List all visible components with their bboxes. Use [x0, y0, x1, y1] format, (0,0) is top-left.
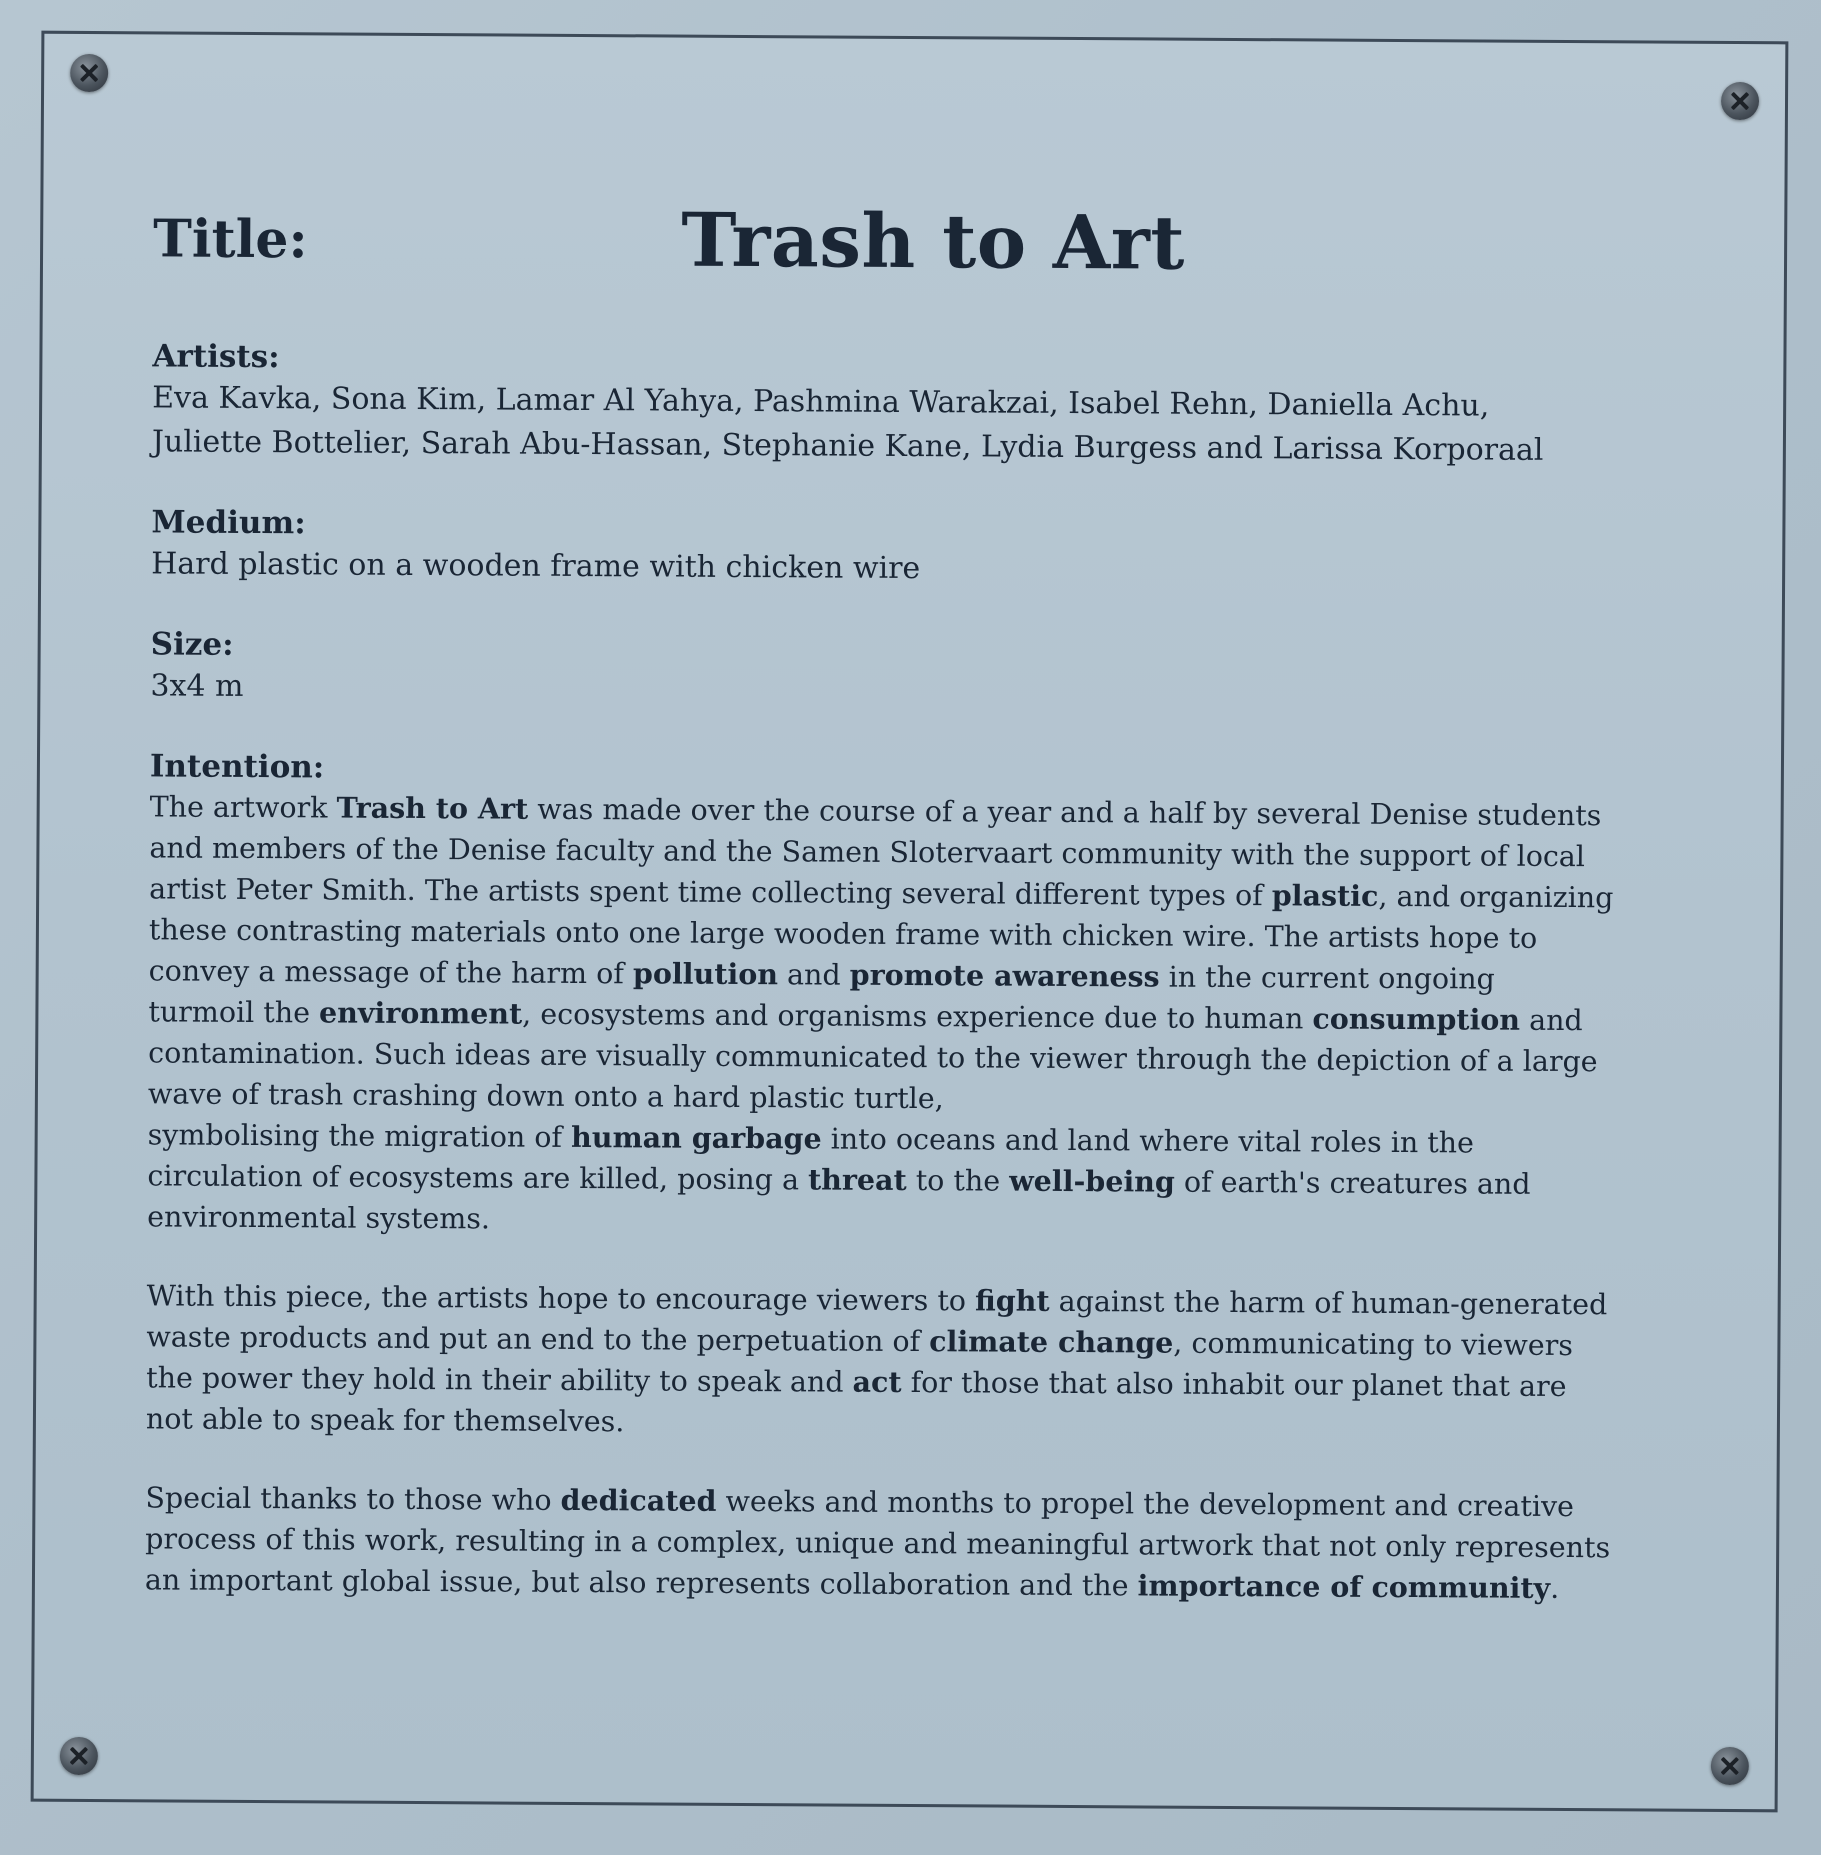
body-text: for those that also inhabit our planet that are [901, 1365, 1567, 1404]
artists-line: Juliette Bottelier, Sarah Abu-Hassan, Stephanie Kane, Lydia Burgess and Larissa Korporaal [151, 424, 1544, 468]
emphasis-text: Trash to Art [336, 790, 529, 826]
body-text: With this piece, the artists hope to encourage viewers to [146, 1279, 976, 1318]
screw-icon [60, 1737, 98, 1775]
title-label: Title: [152, 208, 308, 271]
intention-text [145, 786, 1710, 1610]
emphasis-text: pollution [632, 956, 779, 992]
emphasis-text: act [852, 1364, 902, 1399]
body-text: circulation of ecosystems are killed, posing a [147, 1159, 809, 1197]
medium-section [151, 502, 1711, 596]
artists-line: Eva Kavka, Sona Kim, Lamar Al Yahya, Pashmina Warakzai, Isabel Rehn, Daniella Achu, [152, 380, 1490, 424]
body-text: into oceans and land where vital roles in the [821, 1122, 1475, 1160]
body-text: waste products and put an end to the perpetuation of [146, 1320, 930, 1359]
screw-icon [1721, 82, 1759, 120]
body-text: weeks and months to propel the development and creative [716, 1484, 1575, 1524]
body-text: of earth's creatures and [1174, 1165, 1531, 1201]
intention-line [145, 1559, 1705, 1610]
intention-label: Intention: [149, 748, 325, 786]
body-text: symbolising the migration of [147, 1118, 572, 1154]
body-text: the power they hold in their ability to speak and [146, 1361, 853, 1399]
body-text: in the current ongoing [1159, 960, 1495, 996]
body-text: not able to speak for themselves. [145, 1402, 625, 1439]
size-value: 3x4 m [150, 668, 244, 704]
emphasis-text: human garbage [571, 1119, 822, 1156]
body-text: turmoil the [148, 995, 320, 1030]
size-label: Size: [150, 626, 234, 663]
body-text: and [1519, 1003, 1583, 1038]
emphasis-text: climate change [929, 1324, 1174, 1360]
emphasis-text: fight [974, 1283, 1050, 1318]
title-row [153, 194, 1714, 294]
body-text: and members of the Denise faculty and the Samen Slotervaart community with the support of local [149, 831, 1586, 874]
body-text: artist Peter Smith. The artists spent time collecting several different types of [149, 872, 1272, 913]
emphasis-text: environment [318, 995, 523, 1031]
intention-section [145, 746, 1710, 1610]
size-section [150, 624, 1710, 718]
emphasis-text: consumption [1312, 1001, 1521, 1037]
body-text: an important global issue, but also represents collaboration and the [144, 1563, 1138, 1603]
body-text: , communicating to viewers [1173, 1326, 1574, 1363]
screw-icon [70, 54, 108, 92]
body-text: wave of trash crashing down onto a hard plastic turtle, [147, 1077, 944, 1116]
artists-section [152, 336, 1713, 474]
emphasis-text: dedicated [560, 1482, 717, 1518]
artists-list [152, 376, 1713, 474]
emphasis-text: plastic [1271, 878, 1379, 913]
body-text: contamination. Such ideas are visually communicated to the viewer through the depiction of a large [148, 1036, 1598, 1079]
body-text: convey a message of the harm of [148, 954, 634, 991]
artwork-title: Trash to Art [681, 197, 1186, 287]
emphasis-text: importance of community [1137, 1568, 1551, 1605]
body-text: process of this work, resulting in a complex, unique and meaningful artwork that not only represents [145, 1522, 1611, 1565]
emphasis-text: promote awareness [849, 957, 1160, 994]
body-text: against the harm of human-generated [1049, 1284, 1608, 1322]
intention-paragraph-3 [145, 1477, 1706, 1610]
body-text: The artwork [149, 790, 337, 825]
body-text: to the [906, 1163, 1010, 1198]
intention-paragraph-1 [147, 786, 1710, 1247]
body-text: these contrasting materials onto one large wooden frame with chicken wire. The artists hope to [148, 913, 1538, 955]
body-text: , and organizing [1378, 879, 1614, 915]
emphasis-text: threat [807, 1162, 907, 1197]
body-text: and [777, 958, 850, 992]
body-text: , ecosystems and organisms experience due to human [522, 997, 1313, 1036]
artists-label: Artists: [152, 338, 280, 376]
screw-icon [1711, 1747, 1749, 1785]
body-text: environmental systems. [147, 1200, 491, 1236]
intention-paragraph-2 [146, 1275, 1707, 1449]
body-text: Special thanks to those who [145, 1481, 561, 1517]
medium-label: Medium: [151, 504, 306, 542]
medium-value: Hard plastic on a wooden frame with chicken wire [151, 546, 921, 587]
plaque-content [145, 194, 1714, 1610]
body-text: was made over the course of a year and a half by several Denise students [528, 792, 1602, 833]
info-plaque [31, 31, 1789, 1813]
body-text: . [1550, 1571, 1560, 1605]
emphasis-text: well-being [1009, 1163, 1175, 1199]
